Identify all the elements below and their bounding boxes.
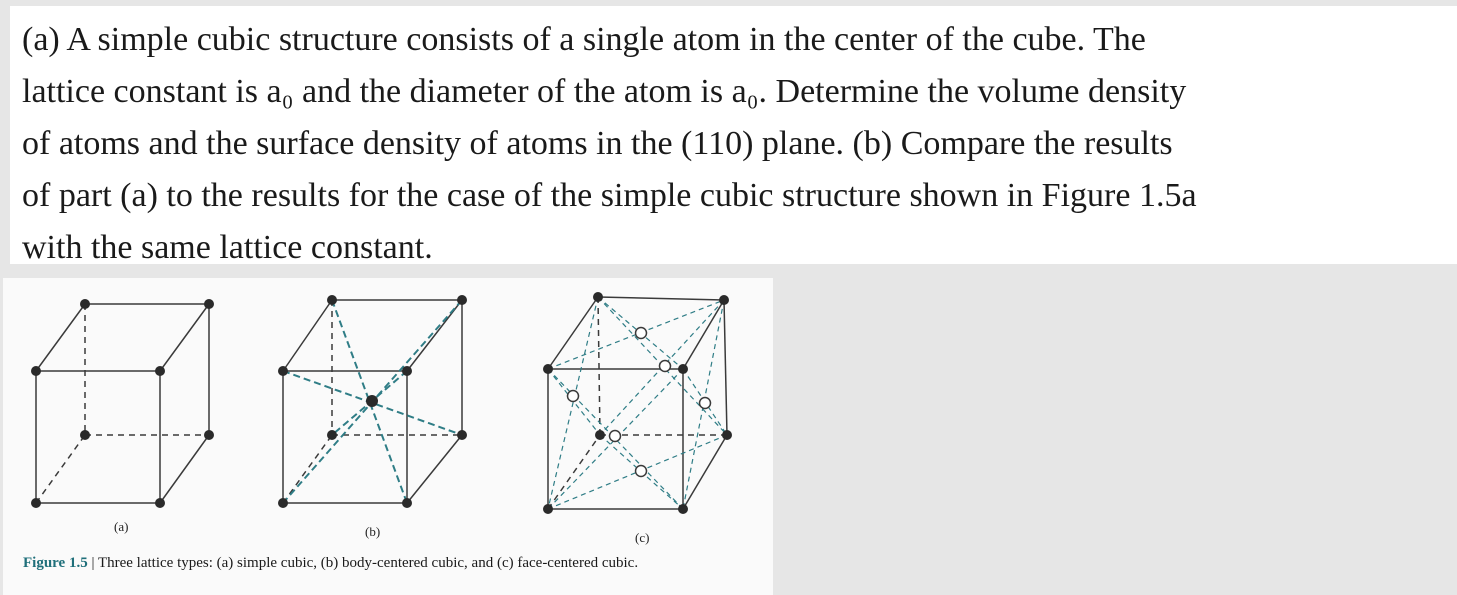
label-b: (b): [365, 524, 381, 539]
problem-line-4: of part (a) to the results for the case of the simple cubic structure shown in Figure 1.5a: [22, 177, 1197, 214]
figure-caption: [23, 555, 638, 572]
problem-statement: [10, 6, 1457, 264]
problem-line-5: with the same lattice constant.: [22, 229, 433, 266]
caption-text: Three lattice types: (a) simple cubic, (b) body-centered cubic, and (c) face-centered cubic.: [97, 555, 639, 571]
simple-cubic-atoms: [31, 299, 214, 508]
simple-cubic-diagram: [36, 304, 209, 503]
lattice-figure: [3, 278, 773, 595]
problem-line-3: of atoms and the surface density of atoms in the (110) plane. (b) Compare the results: [22, 125, 1173, 162]
caption-separator: |: [87, 555, 98, 571]
label-c: (c): [635, 530, 650, 545]
caption-label: Figure 1.5: [23, 555, 88, 571]
problem-line-2: lattice constant is a₀ and the diameter of the atom is a₀. Determine the volume density: [22, 73, 1187, 110]
label-a: (a): [114, 519, 129, 534]
fcc-face-atoms: [568, 328, 711, 477]
problem-text: [10, 6, 1442, 274]
lattice-diagrams: [3, 278, 773, 595]
problem-line-1: (a) A simple cubic structure consists of a single atom in the center of the cube. The: [22, 21, 1146, 58]
